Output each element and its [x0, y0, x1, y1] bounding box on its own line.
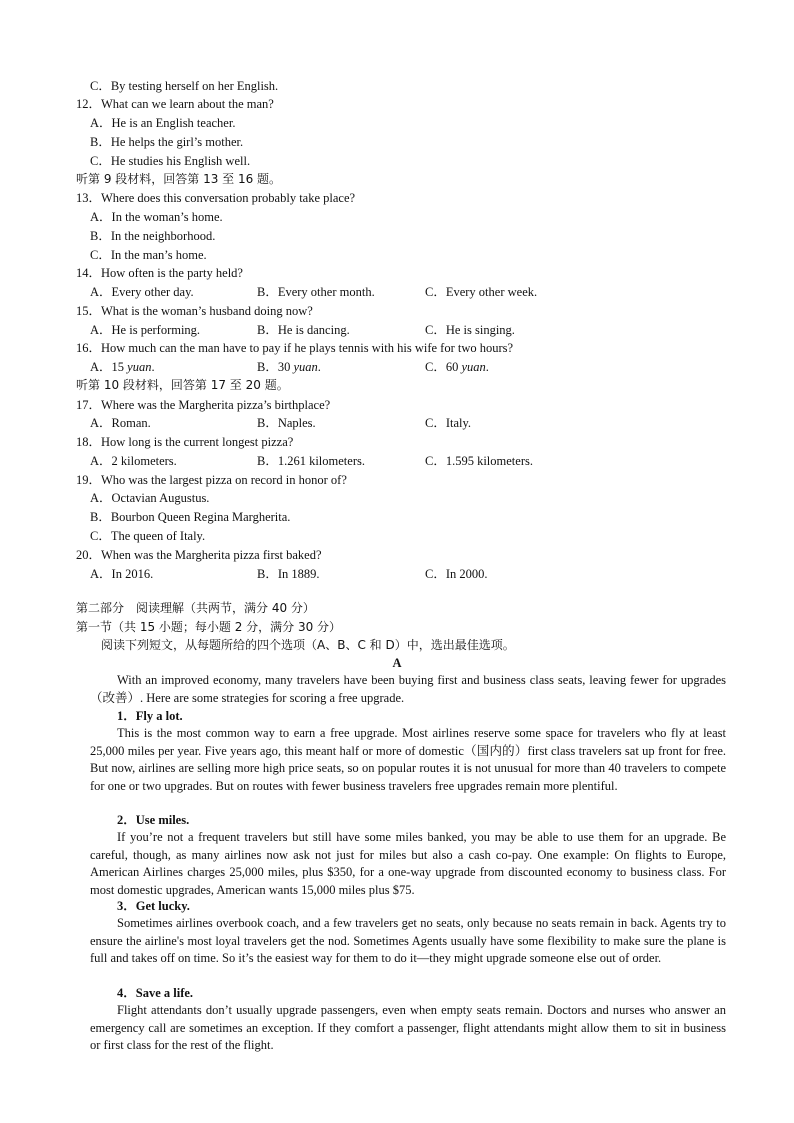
q13-option-a: A．In the woman’s home. — [90, 210, 223, 224]
q12-option-b: B．He helps the girl’s mother. — [90, 135, 244, 149]
q15-option-a: A．He is performing. — [90, 323, 201, 337]
listening-intro-9: 听第 9 段材料，回答第 13 至 16 题。 — [76, 172, 282, 186]
q18-option-b: B．1.261 kilometers. — [257, 454, 365, 468]
q12-option-a: A．He is an English teacher. — [90, 116, 236, 130]
q15-stem: 15．What is the woman’s husband doing now? — [76, 304, 313, 318]
q15-option-b: B．He is dancing. — [257, 323, 350, 337]
q13-option-c: C．In the man’s home. — [90, 248, 207, 262]
strategy-heading-2: 2．Use miles. — [117, 813, 190, 827]
q12-stem: 12．What can we learn about the man? — [76, 97, 274, 111]
strategy-paragraph-4 — [90, 1002, 726, 1055]
q20-option-b: B．In 1889. — [257, 567, 320, 581]
q13-option-b: B．In the neighborhood. — [90, 229, 216, 243]
section-one-title: 第一节（共 15 小题；每小题 2 分，满分 30 分） — [76, 620, 342, 634]
q11-option-c: C．By testing herself on her English. — [90, 79, 279, 93]
q17-option-c: C．Italy. — [425, 416, 472, 430]
q19-option-a: A．Octavian Augustus. — [90, 491, 210, 505]
strategy-paragraph-1 — [90, 725, 726, 795]
q18-option-c: C．1.595 kilometers. — [425, 454, 533, 468]
q14-option-c: C．Every other week. — [425, 285, 538, 299]
q20-option-c: C．In 2000. — [425, 567, 488, 581]
q17-option-a: A．Roman. — [90, 416, 151, 430]
q17-option-b: B．Naples. — [257, 416, 316, 430]
q19-option-c: C．The queen of Italy. — [90, 529, 206, 543]
strategy-paragraph-2 — [90, 829, 726, 899]
strategy-heading-3: 3．Get lucky. — [117, 899, 190, 913]
q14-option-a: A．Every other day. — [90, 285, 194, 299]
passage-label: A — [392, 656, 402, 670]
q18-option-a: A．2 kilometers. — [90, 454, 177, 468]
q20-stem: 20．When was the Margherita pizza first baked? — [76, 548, 322, 562]
strategy-heading-4: 4．Save a life. — [117, 986, 194, 1000]
q16-stem: 16．How much can the man have to pay if he plays tennis with his wife for two hours? — [76, 341, 514, 355]
q18-stem: 18．How long is the current longest pizza? — [76, 435, 294, 449]
q19-stem: 19．Who was the largest pizza on record in honor of? — [76, 473, 347, 487]
part-two-title: 第二部分 阅读理解（共两节，满分 40 分） — [76, 601, 315, 615]
q16-option-b: B．30 yuan. — [257, 360, 321, 374]
reading-instruction: 阅读下列短文，从每题所给的四个选项（A、B、C 和 D）中，选出最佳选项。 — [101, 638, 515, 652]
passage-intro — [90, 672, 726, 707]
paragraph-1-text: This is the most common way to earn a free upgrade. Most airlines reserve some space for travelers who fly at least 25,000 miles per year. Five years ago, this meant half or more of domestic（国内的）first class travelers sat up front for free. But now, airlines are selling more high price seats, so on popular routes it is not unusual for more than 40 travelers to compete for one or two upgrades. But on routes with fewer business travelers free upgrades remain more plentiful. — [90, 726, 726, 793]
q13-stem: 13．Where does this conversation probably take place? — [76, 191, 356, 205]
paragraph-3-text: Sometimes airlines overbook coach, and a few travelers get no seats, only because no seats remain in back. Agents try to ensure the airline's most loyal travelers get the nod. Sometimes Agents usually have some flexibility to make sure the plane is full and takes off on time. So it’s the easiest way for them to do it—they might upgrade someone else out of order. — [90, 916, 726, 966]
q20-option-a: A．In 2016. — [90, 567, 154, 581]
q16-option-a: A．15 yuan. — [90, 360, 155, 374]
q14-option-b: B．Every other month. — [257, 285, 375, 299]
q16-option-c: C．60 yuan. — [425, 360, 489, 374]
q15-option-c: C．He is singing. — [425, 323, 515, 337]
strategy-heading-1: 1．Fly a lot. — [117, 709, 183, 723]
q12-option-c: C．He studies his English well. — [90, 154, 251, 168]
listening-intro-10: 听第 10 段材料，回答第 17 至 20 题。 — [76, 378, 289, 392]
paragraph-2-text: If you’re not a frequent travelers but still have some miles banked, you may be able to use them for an upgrade. Be careful, though, as many airlines now ask not just for miles but also a cash co-pay. One example: On flights to Europe, American Airlines charges 25,000 miles, plus $350, for a one-way upgrade from discounted economy to business class. For most domestic upgrades, American wants 15,000 miles plus $75. — [90, 830, 726, 897]
q17-stem: 17．Where was the Margherita pizza’s birthplace? — [76, 398, 331, 412]
q19-option-b: B．Bourbon Queen Regina Margherita. — [90, 510, 291, 524]
strategy-paragraph-3 — [90, 915, 726, 968]
paragraph-4-text: Flight attendants don’t usually upgrade passengers, even when empty seats remain. Doctors and nurses who answer an emergency call are sometimes an exception. If they comfort a passenger, flight attendants might allow them to sit in business or first class for the rest of the flight. — [90, 1003, 726, 1053]
q14-stem: 14．How often is the party held? — [76, 266, 243, 280]
intro-text: With an improved economy, many travelers have been buying first and business class seats, leaving fewer for upgrades（改善）. Here are some strategies for scoring a free upgrade. — [90, 673, 726, 705]
